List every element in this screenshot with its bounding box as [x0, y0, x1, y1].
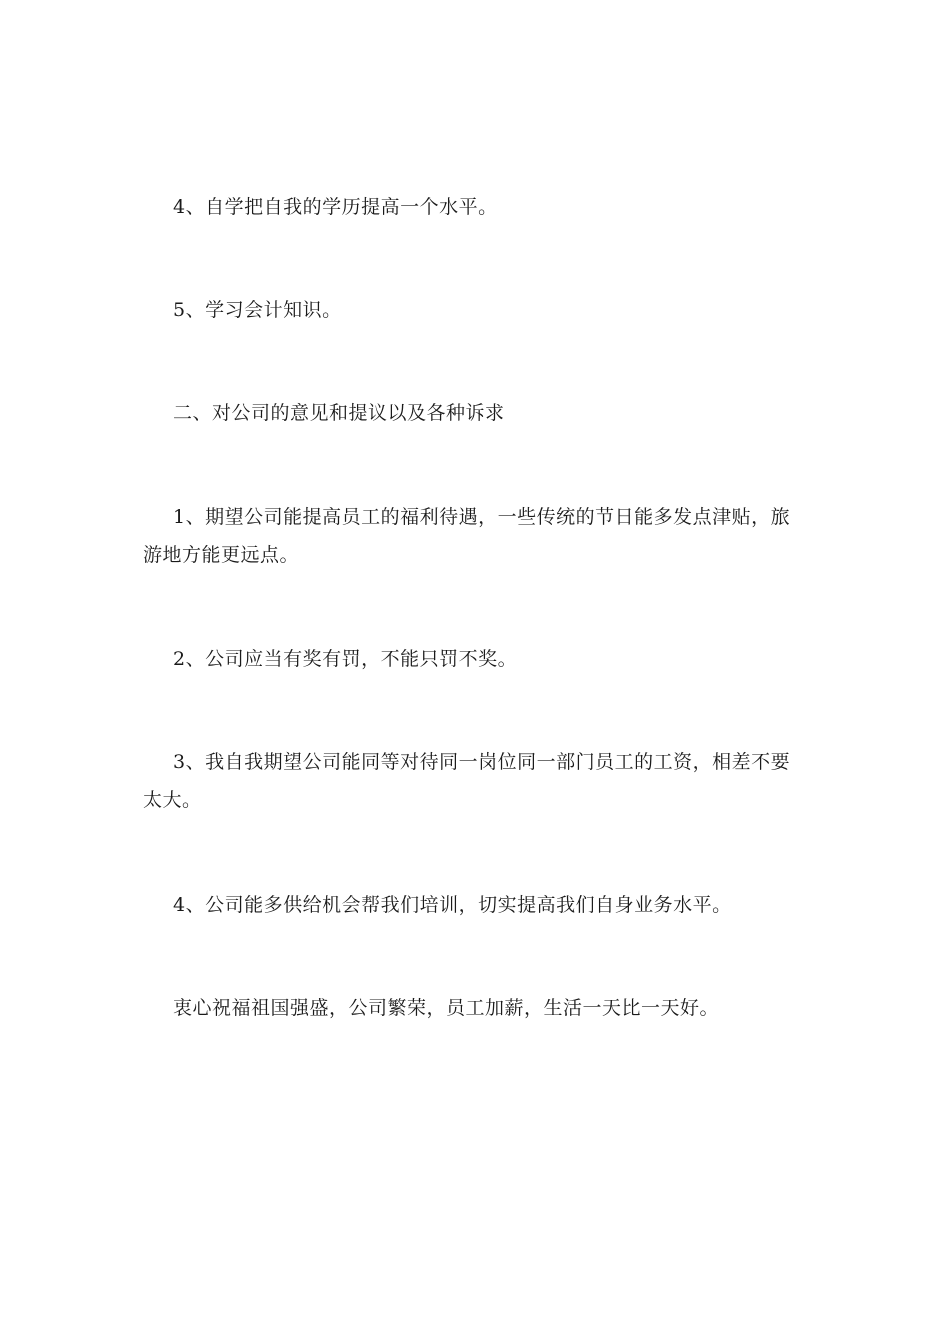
- closing-wishes: 衷心祝福祖国强盛，公司繁荣，员工加薪，生活一天比一天好。: [173, 997, 720, 1019]
- list-item-accounting: 5、学习会计知识。: [173, 299, 342, 321]
- list-item-welfare: 1、期望公司能提高员工的福利待遇，一些传统的节日能多发点津贴，旅游地方能更远点。: [143, 506, 791, 566]
- list-item-training: 4、公司能多供给机会帮我们培训，切实提高我们自身业务水平。: [173, 894, 732, 916]
- list-item-equal-pay: 3、我自我期望公司能同等对待同一岗位同一部门员工的工资，相差不要太大。: [143, 751, 791, 811]
- section-heading-suggestions: 二、对公司的意见和提议以及各种诉求: [173, 402, 505, 424]
- list-item-rewards: 2、公司应当有奖有罚，不能只罚不奖。: [173, 648, 518, 670]
- list-item-self-study: 4、自学把自我的学历提高一个水平。: [173, 196, 498, 218]
